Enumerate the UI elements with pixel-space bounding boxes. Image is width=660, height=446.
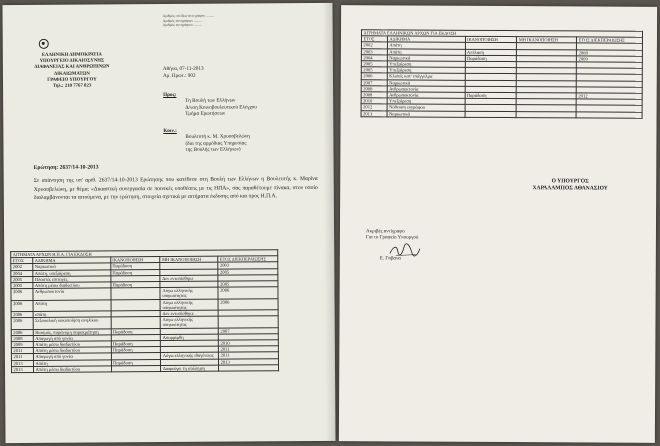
table-cell <box>111 299 161 311</box>
header-line: ΔΙΚΑΙΩΜΑΤΩΝ <box>54 71 90 77</box>
cc-block <box>163 127 250 153</box>
table-cell: Ανθρωποκτονία <box>33 288 111 300</box>
table-cell: 2007 <box>218 327 278 334</box>
table-cell: 2009 <box>577 56 643 63</box>
column-header: ΕΤΟΣ ΔΙΕΚΠΕΡΑΙΩΣΗΣ <box>218 256 278 263</box>
cc-line: (δια της αρμόδιας Υπηρεσίας <box>185 140 247 147</box>
minister-signature-block <box>500 178 640 194</box>
table-cell: 2006 <box>11 300 33 312</box>
table-cell: Ανθρωποκτονία <box>387 92 465 99</box>
recipient-line: Δ/νση Κοινοβουλευτικού Ελέγχου <box>185 104 257 111</box>
cc-label: Κοιν.: <box>163 127 177 135</box>
table-cell: 2006 <box>11 329 33 335</box>
table-cell: Απάτη <box>387 49 465 56</box>
header-line: Τηλ.: 210 7767 023 <box>52 83 92 89</box>
table-cell: 2004 <box>11 270 33 276</box>
table-cell: Ναρκωτικά <box>387 111 465 118</box>
table-cell: Υπεξαίρεση <box>387 61 465 68</box>
table-row <box>11 365 278 373</box>
certify-line: Για το Γραφείο Υπουργού <box>365 235 419 241</box>
table-cell: 2010 <box>218 340 278 347</box>
table-cell: Απάτη μέσω διαδικτύου <box>33 347 111 354</box>
table-cell: Ναρκωτικά <box>33 263 111 270</box>
table-cell: 2002 <box>11 264 33 270</box>
table-cell: 2004 <box>361 55 387 61</box>
table-cell: Απάτη μέσω διαδικτύου <box>33 366 111 373</box>
table-cell: 2011 <box>11 348 33 354</box>
table-cell: 2003 <box>218 262 278 269</box>
table-cell <box>111 365 161 372</box>
table-cell: 2009 <box>11 341 33 347</box>
cc-line: Βουλευτή κ. Μ. Χρυσοβελώνη <box>185 133 250 141</box>
table-cell: Απάτη <box>33 360 111 367</box>
table-cell: Λόγω ελληνικής υπηκοότητας <box>160 287 218 299</box>
table-cell: Δεν εντοπίσθηκε <box>160 310 218 317</box>
copy-reference-block <box>163 14 215 28</box>
right-page <box>339 5 657 443</box>
cc-line: της Βουλής των Ελλήνων) <box>185 146 241 154</box>
table-cell: Βιασμός, παράνομη παρακράτηση <box>33 329 111 336</box>
table-cell: 2006 <box>11 289 33 301</box>
table-cell: Απορρίφθη <box>161 334 219 341</box>
column-header: ΑΔΙΚΗΜΑ <box>387 36 465 43</box>
table-cell: 2008 <box>11 335 33 341</box>
table-cell: 2012 <box>576 93 642 100</box>
table-cell: 2002 <box>361 42 387 48</box>
left-page <box>2 3 335 443</box>
recipient-block <box>163 91 257 117</box>
table-cell: 2005 <box>218 268 278 275</box>
to-label: Προς: <box>163 91 177 99</box>
table-cell: Διαφεύγει τη σύλληψη <box>161 365 219 372</box>
table-cell: 2010 <box>361 98 387 104</box>
table-cell: 2012 <box>361 104 387 110</box>
table-cell: Υπεξαίρεση <box>387 67 465 74</box>
table-cell: 2003 <box>361 48 387 54</box>
table-title: ΑΙΤΗΜΑΤΑ ΑΡΧΩΝ Η.Π.Α. ΓΙΑ ΕΚΔΟΣΗ <box>11 250 278 258</box>
table-cell: Απάτη μέσω διαδικτύου <box>33 282 111 289</box>
table-cell <box>576 112 642 119</box>
table-cell: 2005 <box>361 67 387 73</box>
column-header: ΜΗ ΙΚΑΝΟΠΟΙΗΣΗ <box>160 256 218 263</box>
column-header: ΕΤΟΣ ΔΙΕΚΠΕΡΑΙΩΣΗΣ <box>577 37 643 44</box>
table-cell: 2006 <box>218 287 278 299</box>
table-cell <box>465 111 517 117</box>
table-cell: Απάτη <box>387 42 465 49</box>
copy-ref-line: Αριθμός αντιγράφων ......... <box>162 18 202 23</box>
column-header: ΕΤΟΣ <box>11 258 33 264</box>
table-cell: Λόγω ελληνικής υπηκοότητας <box>161 316 219 328</box>
table-cell <box>110 288 160 300</box>
table-cell: 2011 <box>219 346 279 353</box>
table-cell: 2008 <box>577 50 643 57</box>
copy-ref-line: Αριθμός σελίδων αντιγράφου ......... <box>162 13 215 19</box>
table-cell: 2005 <box>11 276 33 282</box>
greek-extradition-table <box>361 29 643 118</box>
certify-name: Ε. Γαβανα <box>379 256 401 262</box>
table-cell: 2006 <box>11 311 33 317</box>
table-cell: Σεξουαλική κακοποίηση ανηλίκου <box>33 317 111 329</box>
table-cell: 2013 <box>11 366 33 372</box>
table-cell: Παράδοση <box>111 347 161 354</box>
signature-title: Ο ΥΠΟΥΡΓΟΣ <box>551 178 589 185</box>
table-cell: Παράδοση <box>111 341 161 348</box>
column-header: ΕΤΟΣ <box>361 36 387 42</box>
certify-line: Ακριβές αντίγραφο <box>365 229 405 235</box>
table-cell: 2008 <box>361 92 387 98</box>
table-cell: 2013 <box>219 358 279 365</box>
table-cell <box>218 316 278 328</box>
greek-emblem-icon <box>39 39 49 49</box>
table-cell <box>219 365 279 372</box>
column-header: ΑΔΙΚΗΜΑ <box>33 257 111 264</box>
table-cell <box>516 111 576 118</box>
table-cell: 2005 <box>361 61 387 67</box>
table-cell: Απάτη, υπεξαίρεση <box>33 270 111 277</box>
table-cell: Παράδοση <box>465 92 517 98</box>
table-cell: 2013 <box>361 110 387 116</box>
column-header: ΜΗ ΙΚΑΝΟΠΟΙΗΣΗ <box>517 37 577 44</box>
table-cell: Υπεξαίρεση <box>387 98 465 105</box>
table-cell: 2006 <box>361 73 387 79</box>
header-line: ΕΛΛΗΝΙΚΗ ΔΗΜΟΚΡΑΤΙΑ <box>41 52 102 58</box>
response-paragraph: Σε απάντηση της υπ' αριθ. 2637/14-10-2013 Ερώτησης που κατέθεσε στη Βουλή των Ελλήνων η Βουλευτής κ. Μαρίνα Χρυσοβελώνη, με θέμα: «Δικαστική συνεργασία σε ποινικές υποθέσεις με τις ΗΠΑ», σας παραθέτουμε πίνακα, στον οποίο διαλαμβάνονται τα αιτούμενα, με την ερώτηση, στοιχεία σχετικά με αιτήματα έκδοσης από και προς Η.Π.Α. <box>33 175 318 202</box>
table-cell: Απάτη μέσω διαδικτύου <box>33 341 111 348</box>
header-line: ΔΙΑΦΑΝΕΙΑΣ ΚΑΙ ΑΝΘΡΩΠΙΝΩΝ <box>34 64 110 71</box>
column-header: ΙΚΑΝΟΠΟΙΗΣΗ <box>465 37 517 43</box>
table-cell: 2007 <box>361 79 387 85</box>
table-cell: 2005 <box>11 282 33 288</box>
table-cell: Απέλαση <box>465 49 517 55</box>
table-cell: 2006 <box>218 298 278 310</box>
table-cell: 2006 <box>11 318 33 330</box>
table-cell: 2013 <box>11 360 33 366</box>
table-cell: 2008 <box>361 86 387 92</box>
table-cell: Παράδοση <box>110 269 160 276</box>
recipient-line: Τμήμα Ερωτήσεων <box>185 110 226 118</box>
table-cell: Λόγω ελληνικής ιθαγένειας <box>161 353 219 360</box>
table-cell: 2011 <box>11 354 33 360</box>
date-protocol-block <box>163 66 204 80</box>
table-title: ΑΙΤΗΜΑΤΑ ΕΛΛΗΝΙΚΩΝ ΑΡΧΩΝ ΓΙΑ ΕΚΔΟΣΗ <box>361 30 642 38</box>
table-cell: Ναρκωτικά <box>387 55 465 62</box>
signature-name: ΧΑΡΑΛΑΜΠΟΣ ΑΘΑΝΑΣΙΟΥ <box>532 185 608 192</box>
table-cell: Παράδοση <box>110 282 160 289</box>
date-line: Αθήνα, 07-11-2013 <box>162 65 204 73</box>
table-cell: Ναρκωτικά <box>387 80 465 87</box>
table-cell: 2005 <box>218 281 278 288</box>
table-cell: Απαγωγή από γονέα <box>33 353 111 360</box>
table-cell <box>111 317 161 329</box>
header-line: ΓΡΑΦΕΙΟ ΥΠΟΥΡΓΟΥ <box>47 77 97 83</box>
protocol-line: Αρ. Πρωτ.: 902 <box>162 72 196 79</box>
table-cell: Πλαστές επιταγές <box>33 276 111 283</box>
handwritten-signature-icon <box>388 243 422 257</box>
table-cell: Ανθρωποκτονία <box>387 86 465 93</box>
table-cell: Απαγωγή από γονέα <box>33 335 111 342</box>
table-cell: Νόθευση εγγράφου <box>387 104 465 111</box>
recipient-line: Τη Βουλή των Ελλήνων <box>185 97 236 105</box>
copy-ref-line: Αριθμός αντιγράφου ......... <box>162 22 202 28</box>
header-line: ΥΠΟΥΡΓΕΙΟ ΔΙΚΑΙΟΣΥΝΗΣ <box>39 58 105 65</box>
table-cell: 2011 <box>219 352 279 359</box>
table-cell: Απάτη <box>33 300 111 312</box>
table-cell: Παράδοση <box>111 359 161 366</box>
table-cell: Παράδοση <box>111 328 161 335</box>
table-cell: Δεν εντοπίσθηκε <box>160 275 218 282</box>
column-header: ΙΚΑΝΟΠΟΙΗΣΗ <box>110 257 160 264</box>
table-cell: Κλοπές κατ' επάγγελμα <box>387 73 465 80</box>
ministry-header <box>17 52 127 90</box>
table-cell: Παράδοση <box>110 263 160 270</box>
question-number: Ερώτηση: 2637/14-10-2013 <box>33 164 99 171</box>
table-cell: απάτη <box>33 311 111 318</box>
table-cell: Λόγω ελληνικής υπηκοότητας <box>160 299 218 311</box>
table-row <box>361 110 642 118</box>
table-cell: Παράδοση <box>465 55 517 61</box>
usa-extradition-table <box>10 249 279 373</box>
